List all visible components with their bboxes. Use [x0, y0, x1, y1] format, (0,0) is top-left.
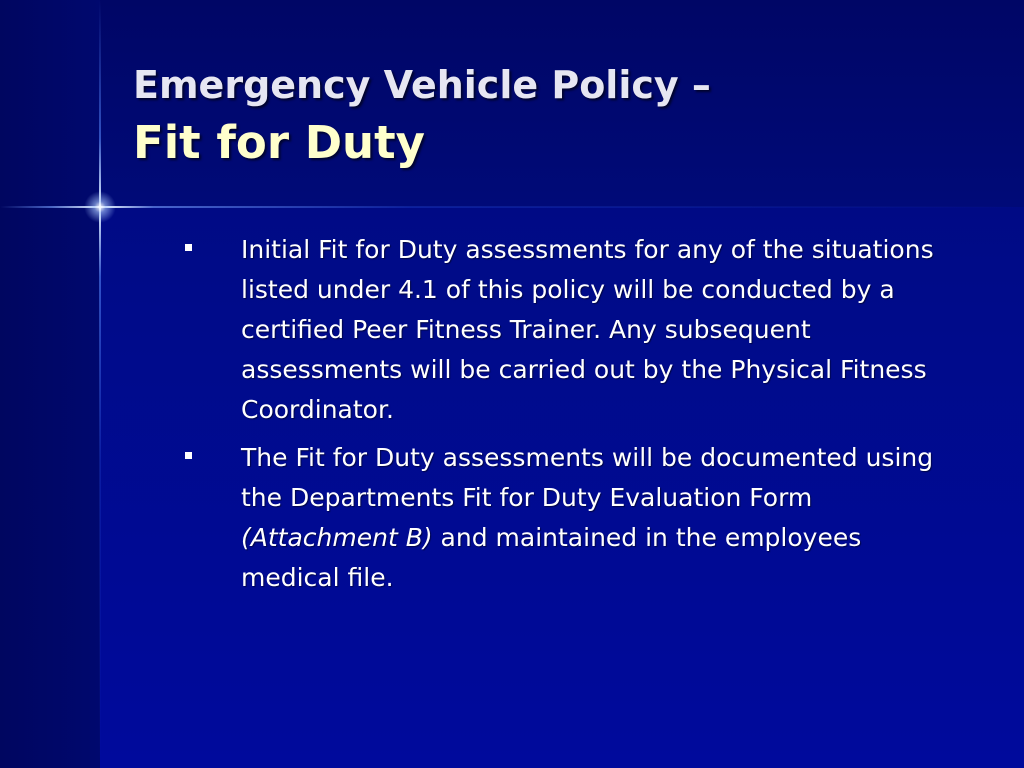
left-band	[0, 0, 100, 768]
bullet-list	[180, 230, 950, 606]
title-line-2: Fit for Duty	[133, 116, 425, 169]
bullet-text-2-start: The Fit for Duty assessments will be documented using the Departments Fit for Duty Evaluation Form	[241, 443, 934, 512]
slide-title	[133, 56, 711, 172]
sparkle-decoration	[84, 191, 116, 223]
bullet-text-1: Initial Fit for Duty assessments for any of the situations listed under 4.1 of this policy will be conducted by a certified Peer Fitness Trainer. Any subsequent assessments will be carried out by the Physical Fitness Coordinator.	[241, 235, 934, 424]
bullet-item-1	[180, 230, 950, 430]
vertical-light-line	[99, 0, 101, 768]
square-bullet-icon	[185, 452, 192, 459]
attachment-reference: (Attachment B)	[241, 523, 433, 552]
bullet-item-2	[180, 438, 950, 598]
title-line-1: Emergency Vehicle Policy –	[133, 63, 711, 107]
square-bullet-icon	[185, 244, 192, 251]
bullet-text-2-end: and maintained in the employees medical file.	[241, 523, 862, 592]
horizontal-light-line	[0, 206, 1024, 208]
